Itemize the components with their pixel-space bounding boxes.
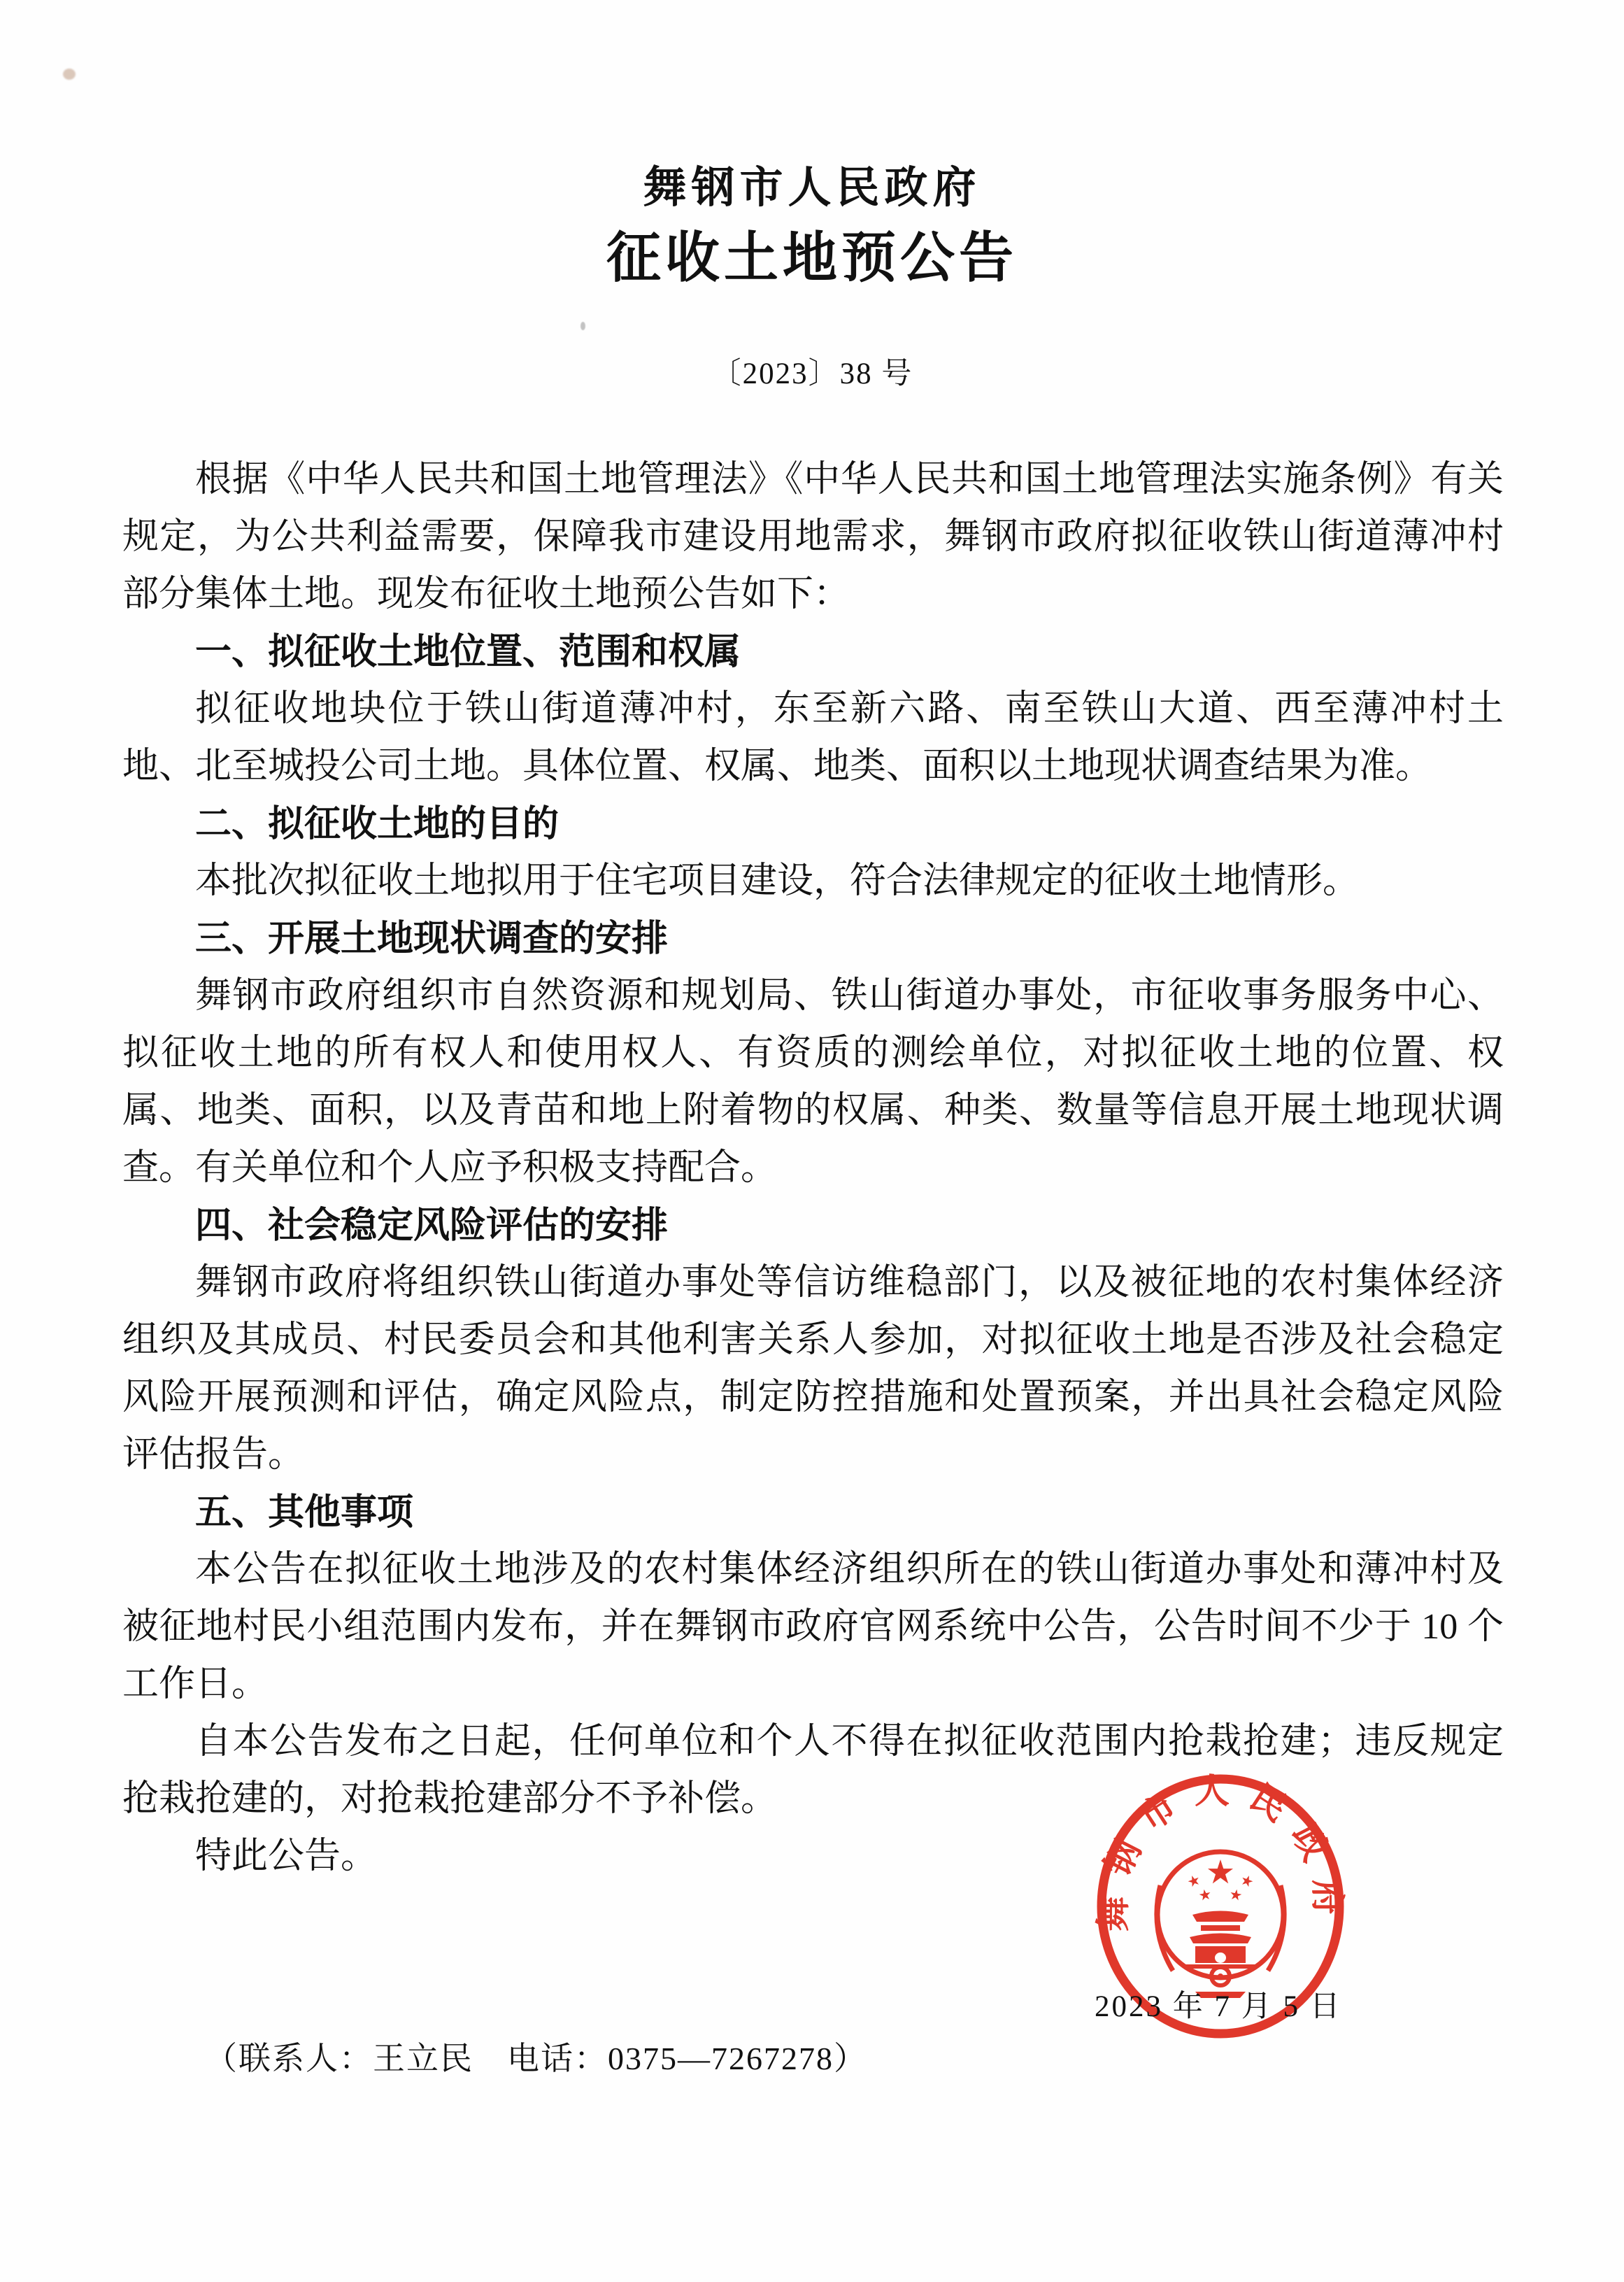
issue-date: 2023 年 7 月 5 日 <box>1095 1990 1342 2023</box>
closing-paragraph: 特此公告。 <box>195 1836 378 1876</box>
document-body <box>122 451 1504 1885</box>
document-number: 〔2023〕38 号 <box>711 357 913 390</box>
section-1-paragraph: 拟征收地块位于铁山街道薄冲村，东至新六路、南至铁山大道、西至薄冲村土地、北至城投公司土地。具体位置、权属、地类、面积以土地现状调查结果为准。 <box>122 689 1504 786</box>
section-5-heading: 五、其他事项 <box>195 1492 414 1533</box>
section-2-heading: 二、拟征收土地的目的 <box>195 804 560 844</box>
scan-speck <box>580 322 585 330</box>
document-issuer-title: 舞钢市人民政府 <box>643 164 981 212</box>
section-3-paragraph: 舞钢市政府组织市自然资源和规划局、铁山街道办事处，市征收事务服务中心、拟征收土地的所有权人和使用权人、有资质的测绘单位，对拟征收土地的位置、权属、地类、面积，以及青苗和地上附着物的权属、种类、数量等信息开展土地现状调查。有关单位和个人应予积极支持配合。 <box>122 976 1504 1188</box>
section-1-heading: 一、拟征收土地位置、范围和权属 <box>195 632 741 672</box>
seal-text: 舞钢市人民政府 <box>1093 1771 1348 1932</box>
national-emblem-icon <box>1157 1852 1284 1998</box>
section-5-paragraph-2: 自本公告发布之日起，任何单位和个人不得在拟征收范围内抢栽抢建；违反规定抢栽抢建的，对抢栽抢建部分不予补偿。 <box>122 1722 1504 1819</box>
section-5-paragraph-1: 本公告在拟征收土地涉及的农村集体经济组织所在的铁山街道办事处和薄冲村及被征地村民小组范围内发布，并在舞钢市政府官网系统中公告，公告时间不少于 10 个工作日。 <box>122 1550 1504 1704</box>
intro-paragraph: 根据《中华人民共和国土地管理法》《中华人民共和国土地管理法实施条例》有关规定，为公共利益需要，保障我市建设用地需求，舞钢市政府拟征收铁山街道薄冲村部分集体土地。现发布征收土地预公告如下： <box>122 460 1504 614</box>
document-title: 征收土地预公告 <box>606 227 1018 288</box>
scan-speck <box>63 69 76 80</box>
section-3-heading: 三、开展土地现状调查的安排 <box>195 919 669 959</box>
section-4-paragraph: 舞钢市政府将组织铁山街道办事处等信访维稳部门，以及被征地的农村集体经济组织及其成员、村民委员会和其他利害关系人参加，对拟征收土地是否涉及社会稳定风险开展预测和评估，确定风险点，制定防控措施和处置预案，并出具社会稳定风险评估报告。 <box>122 1263 1504 1475</box>
section-4-heading: 四、社会稳定风险评估的安排 <box>195 1205 669 1246</box>
contact-line: （联系人：王立民 电话：0375—7267278） <box>205 2041 867 2076</box>
section-2-paragraph: 本批次拟征收土地拟用于住宅项目建设，符合法律规定的征收土地情形。 <box>195 861 1360 901</box>
